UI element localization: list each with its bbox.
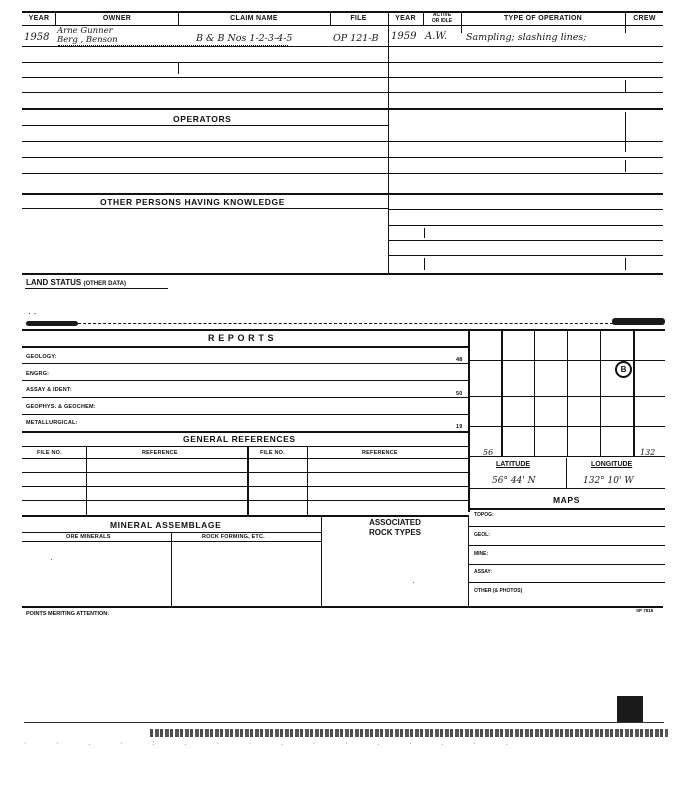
maps-other-label: OTHER (& PHOTOS) (474, 588, 523, 594)
header-crew: CREW (633, 15, 656, 22)
longitude-label: LONGITUDE (591, 461, 633, 468)
gen-ref-col-file1: FILE NO. (37, 450, 62, 456)
land-status-dots: · · (28, 308, 37, 318)
maps-mine-label: MINE: (474, 551, 489, 557)
form-number: SP 7818 (636, 608, 654, 613)
report-geophys-label: GEOPHYS. & GEOCHEM: (26, 404, 96, 410)
header-owner: OWNER (102, 15, 132, 22)
long-degree: 132 (640, 448, 656, 457)
report-metallurgical-label: METALLURGICAL: (26, 420, 78, 426)
points-meriting-label: POINTS MERITING ATTENTION: (26, 611, 110, 617)
operators-title: OPERATORS (173, 114, 232, 124)
entry-claim-name: B & B Nos 1-2-3-4-5 (196, 33, 293, 44)
bottom-specks: · · . · : . · · . · · . · . · . (24, 740, 522, 747)
report-metallurgical-num: 19 (456, 424, 463, 430)
report-engrg-label: ENGRG: (26, 371, 50, 377)
gen-ref-col-ref2: REFERENCE (362, 450, 398, 456)
report-assay-label: ASSAY & IDENT: (26, 387, 72, 393)
associated-rock-types-title: ASSOCIATED ROCK TYPES (368, 518, 421, 537)
entry-owner-line1: Arne Gunner (57, 26, 113, 36)
entry-owner-line2: Berg , Benson (57, 35, 118, 45)
mineral-assemblage-title: MINERAL ASSEMBLAGE (110, 520, 222, 530)
maps-title: MAPS (553, 495, 580, 505)
header-claim-name: CLAIM NAME (230, 15, 278, 22)
mineral-col-ore: ORE MINERALS (66, 534, 111, 540)
black-tab (617, 696, 643, 722)
latitude-value: 56° 44' N (492, 476, 536, 486)
header-year-2: YEAR (395, 15, 416, 22)
land-status-label: LAND STATUS (OTHER DATA) (26, 278, 126, 287)
gen-ref-col-ref1: REFERENCE (142, 450, 178, 456)
claim-location-marker: B (615, 361, 632, 378)
longitude-value: 132° 10' W (583, 476, 634, 486)
latitude-label: LATITUDE (496, 461, 531, 468)
lat-degree: 56 (483, 448, 494, 457)
entry-type-of-operation: Sampling; slashing lines; (466, 32, 587, 43)
entry-file: OP 121-B (333, 33, 379, 44)
mineral-dot: · (50, 555, 53, 564)
general-references-title: GENERAL REFERENCES (183, 434, 296, 444)
header-type-of-operation: TYPE OF OPERATION (503, 15, 583, 22)
maps-assay-label: ASSAY: (474, 569, 493, 575)
report-assay-num: 50 (456, 391, 463, 397)
report-geology-label: GEOLOGY: (26, 354, 57, 360)
header-year: YEAR (28, 15, 50, 22)
scan-smudge-left (26, 321, 78, 326)
entry-year-2: 1959 (391, 31, 417, 42)
entry-year: 1958 (24, 32, 50, 43)
other-persons-title: OTHER PERSONS HAVING KNOWLEDGE (100, 197, 286, 207)
maps-topog-label: TOPOG: (474, 512, 494, 518)
gen-ref-col-file2: FILE NO. (260, 450, 285, 456)
report-geology-num: 48 (456, 357, 463, 363)
entry-active-idle: A.W. (425, 31, 448, 42)
scan-smudge-right (612, 318, 665, 325)
mineral-col-rock-forming: ROCK FORMING, ETC. (202, 534, 265, 540)
maps-geol-label: GEOL: (474, 532, 490, 538)
header-file: FILE (350, 15, 367, 22)
reports-title: R E P O R T S (208, 333, 275, 343)
header-active-idle: ACTIVE OR IDLE (431, 12, 453, 24)
bottom-noise-band (150, 729, 668, 737)
rock-types-dot: · (412, 578, 415, 587)
